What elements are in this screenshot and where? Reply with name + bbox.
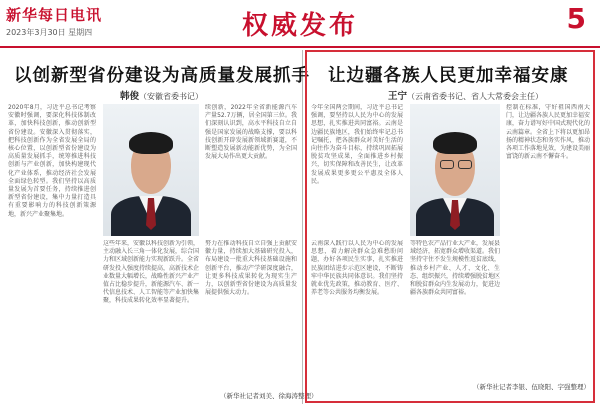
section-title: 权威发布 (241, 11, 358, 41)
article-text: 今年全国两会期间，习近平总书记强调，要坚持以人民为中心的发展思想，扎实推进共同富裕。云南是边疆民族地区，我们始终牢记总书记嘱托，把各族群众对美好生活的向往作为奋斗目标，持续巩固拓展脱贫攻坚成果，全面推进乡村振兴，切实保障和改善民生，让改革发展成果更多更公平惠及全体人民。 (311, 104, 403, 185)
article-text: 云南深入践行以人民为中心的发展思想，着力解决群众急难愁盼问题，办好各项民生实事，扎实推进民族团结进步示范区建设，不断铸牢中华民族共同体意识。我们坚持就业优先政策，推动教育、医疗、养老等公共服务均衡发展。 (311, 240, 403, 297)
author-portrait (410, 104, 500, 236)
article-text: 这些年来，安徽以科技创新为引领，主动融入长三角一体化发展，综合国力和区域创新能力实现新跃升。全省研发投入强度持续提高，高新技术企业数量大幅增长，战略性新兴产业产值占比稳步提升，新能源汽车、新一代信息技术、人工智能等产业加快集聚，科技成果转化效率显著提升。 (103, 240, 199, 305)
author-title: （安徽省委书记） (139, 92, 204, 101)
issue-date: 2023年3月30日 星期四 (6, 28, 93, 37)
author-name: 王宁 (388, 91, 408, 102)
article-headline: 让边疆各族人民更加幸福安康 (328, 66, 569, 86)
author-name: 韩俊 (120, 91, 140, 102)
article-headline: 以创新型省份建设为高质量发展抓手 (14, 66, 310, 86)
article-text: 努力在推动科技自立自强上贡献安徽力量，持续加大基础研究投入，布局建设一批重大科技基础设施和创新平台，推动产学研深度融合，让更多科技成果转化为现实生产力，以创新型省份建设为高质量发展提供强大动力。 (205, 240, 297, 297)
column-divider (302, 50, 303, 404)
author-title: （云南省委书记、省人大常委会主任） (407, 92, 544, 101)
article-byline (120, 88, 203, 102)
article-text: 2020年8月，习近平总书记考察安徽时强调，要深化科技体制改革，加快科技创新，推动创新型省份建设。安徽深入贯彻落实，把科技创新作为全省发展全局的核心位置，以创新型省份建设为高质量发展抓手，统筹推进科技创新与产业创新，加快构建现代化产业体系，推动经济社会发展全面绿色转型。我们坚持以高质量发展为首要任务，持续推进创新型省份建设，集中力量打造具有重要影响力的科技创新策源地，新兴产业聚集地。 (8, 104, 96, 218)
article-text: 控制在标准，守好祖国西南大门，让边疆各族人民更加幸福安康，奋力谱写好中国式现代化的云南篇章。全省上下将以更加昂扬的精神状态和务实作风，推动各项工作落地见效，为建设美丽富饶的新云南不懈奋斗。 (506, 104, 590, 161)
author-portrait (103, 104, 199, 236)
article-byline (388, 88, 543, 102)
article-caption: （新华社记者李银、伍晓阳、字强整理） (473, 383, 590, 391)
masthead (0, 0, 600, 48)
article-text: 等特色农产品行业大产业，发展县域经济，拓宽群众增收渠道。我们坚持守住不发生规模性返贫底线，推动乡村产业、人才、文化、生态、组织振兴，持续增强脱贫地区和脱贫群众内生发展动力，促进边疆各族群众共同富裕。 (410, 240, 500, 297)
newspaper-brand: 新华每日电讯 (6, 6, 103, 24)
article-caption: （新华社记者刘美、徐海涛整理） (220, 392, 318, 400)
page-number: 5 (566, 2, 586, 35)
article-text: 续创新，2022年全省新能源汽车产量52.7万辆，居全国第三位。我们深刻认识到，高水平科技自立自强是国家发展的战略支撑，要以科技创新开辟发展新领域新赛道，不断塑造发展新动能新优势，为全国发展大局作出更大贡献。 (205, 104, 297, 161)
